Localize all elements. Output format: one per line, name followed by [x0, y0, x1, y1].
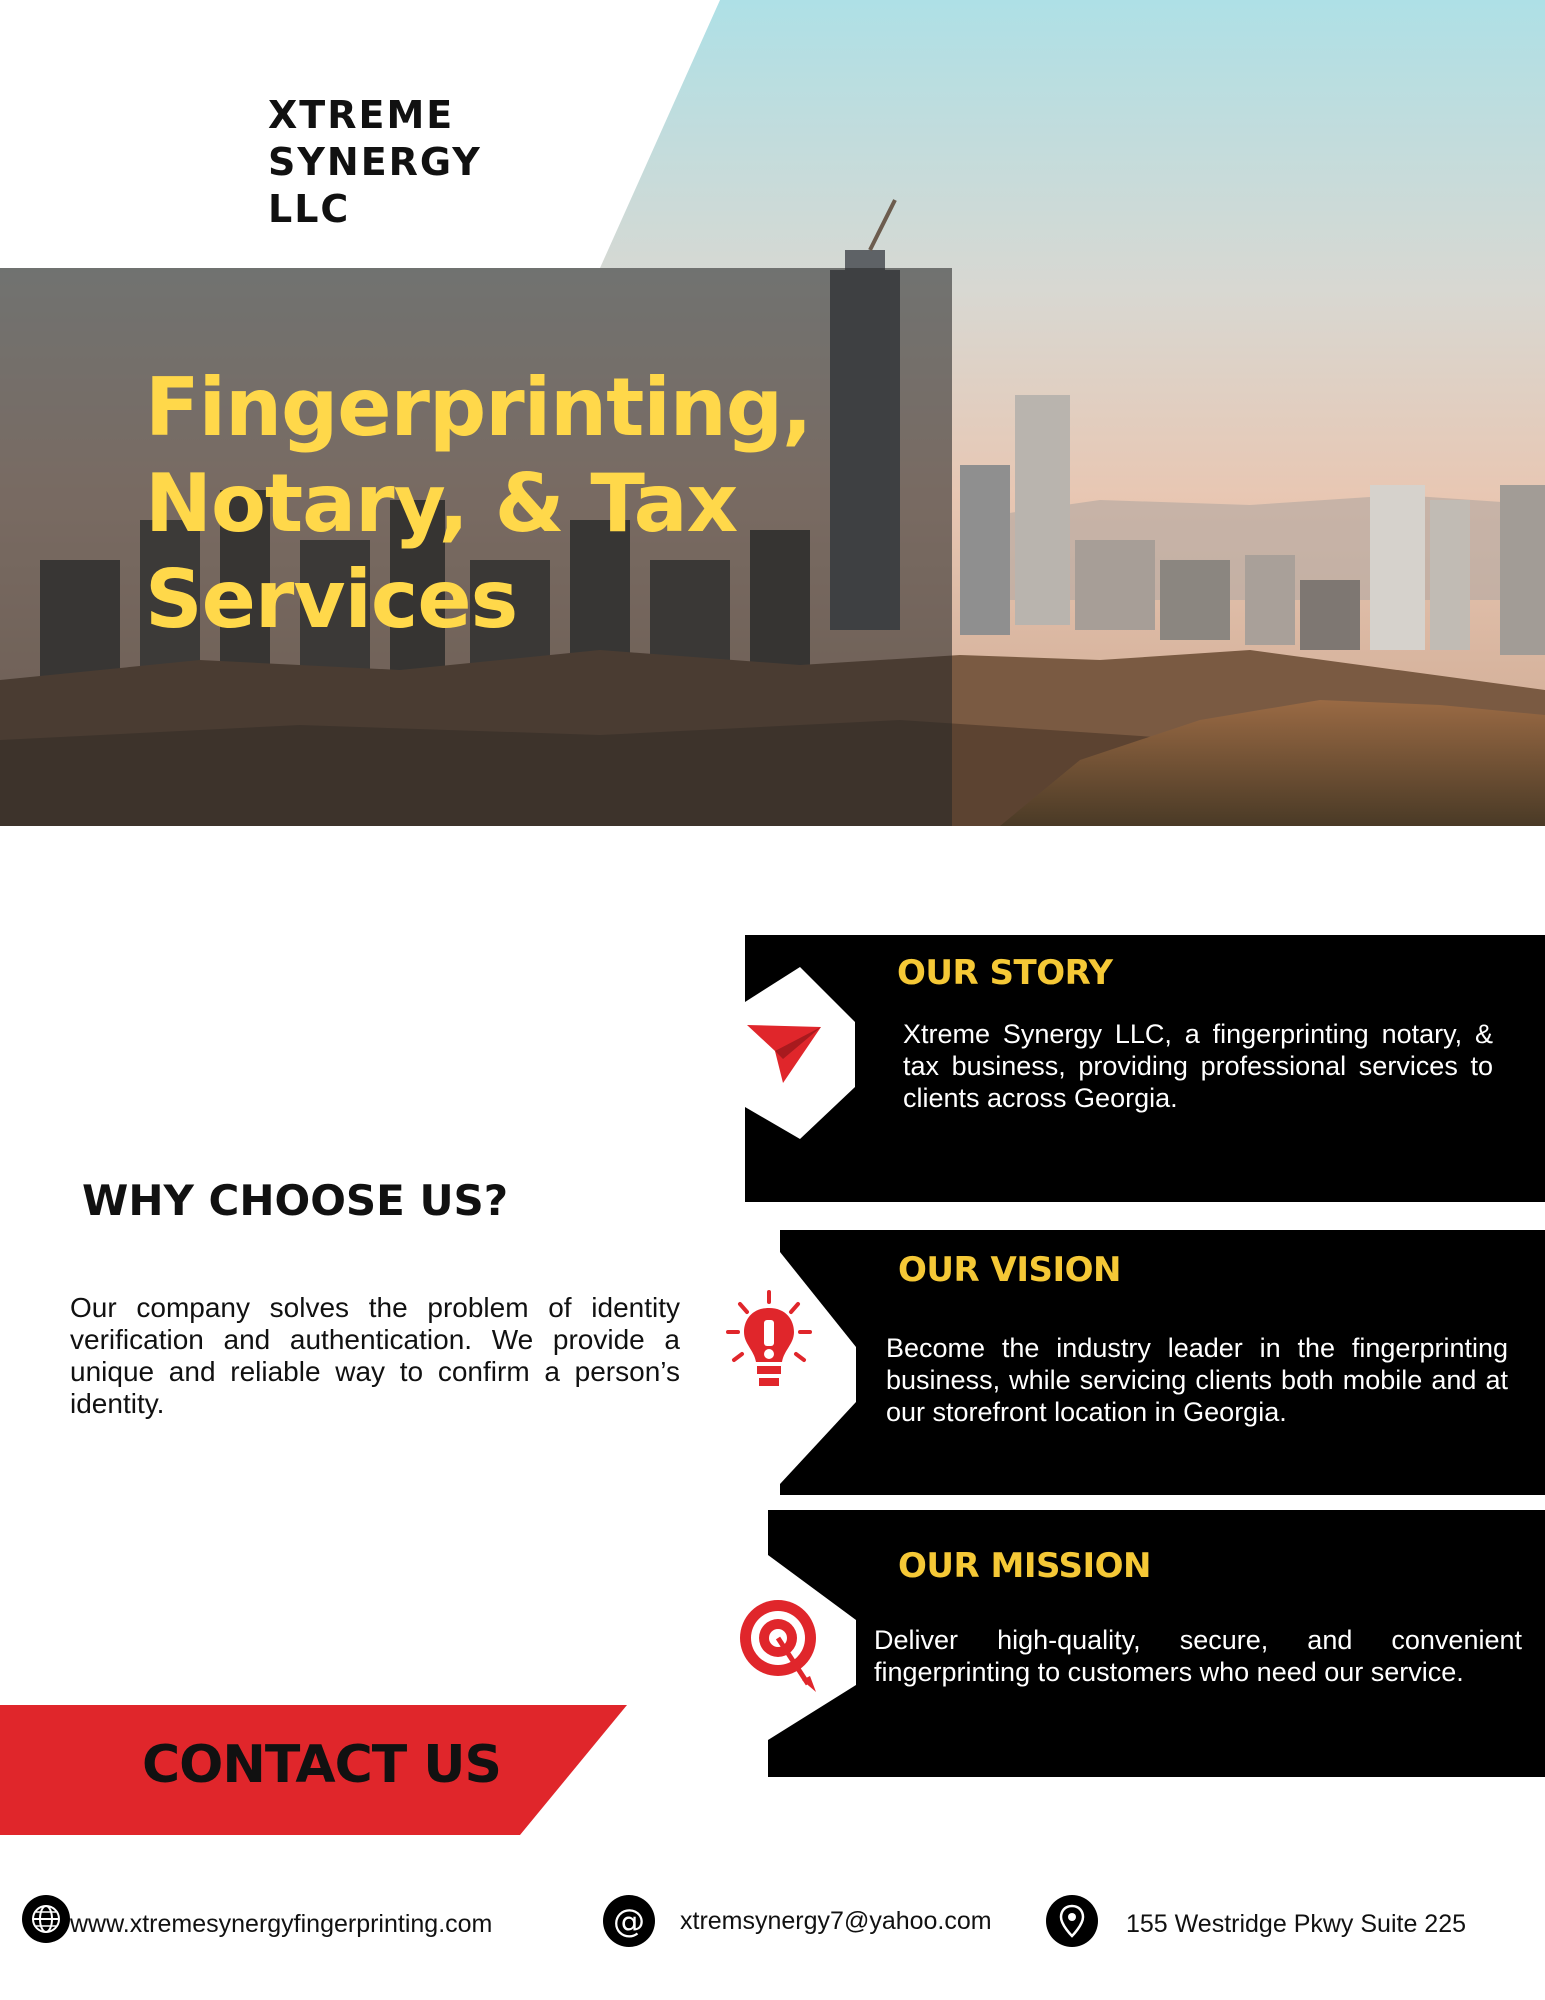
hero-title-line: Notary, & Tax — [145, 457, 738, 550]
brand-name — [268, 92, 598, 233]
target-icon — [736, 1596, 826, 1696]
hero-title-line: Fingerprinting, — [145, 361, 812, 454]
brand-line: XTREME — [268, 93, 455, 137]
our-story-body: Xtreme Synergy LLC, a fingerprinting notary, & tax business, providing professional services to clients across Georgia. — [903, 1019, 1493, 1113]
hero-title — [145, 360, 905, 648]
lightbulb-icon — [724, 1290, 814, 1400]
hero-title-line: Services — [145, 553, 518, 646]
our-story-title: OUR STORY — [897, 953, 1113, 993]
paper-plane-icon — [745, 1013, 825, 1093]
brand-line: SYNERGY — [268, 140, 482, 184]
our-mission-title: OUR MISSION — [898, 1546, 1151, 1586]
brand-line: LLC — [268, 187, 351, 231]
location-pin-icon — [1046, 1895, 1098, 1947]
our-mission-card — [768, 1510, 1545, 1777]
email-link[interactable]: xtremsynergy7@yahoo.com — [680, 1907, 992, 1935]
address-text: 155 Westridge Pkwy Suite 225 — [1126, 1910, 1467, 1938]
our-story-card — [745, 935, 1545, 1202]
why-choose-us-heading: WHY CHOOSE US? — [82, 1176, 509, 1225]
our-mission-body: Deliver high-quality, secure, and convenient fingerprinting to customers who need our service. — [874, 1625, 1522, 1687]
our-vision-card — [780, 1230, 1545, 1495]
our-vision-title: OUR VISION — [898, 1250, 1121, 1290]
at-sign-icon: @ — [603, 1895, 655, 1947]
globe-icon — [22, 1895, 70, 1943]
our-vision-body: Become the industry leader in the fingerprinting business, while servicing clients both mobile and at our storefront location in Georgia. — [886, 1333, 1508, 1427]
hero-banner — [0, 0, 1545, 826]
website-link[interactable]: www.xtremesynergyfingerprinting.com — [70, 1910, 493, 1938]
contact-us-label[interactable]: CONTACT US — [142, 1735, 501, 1795]
why-choose-us-body: Our company solves the problem of identity verification and authentication. We provide a unique and reliable way to confirm a person’s identity. — [70, 1292, 680, 1419]
